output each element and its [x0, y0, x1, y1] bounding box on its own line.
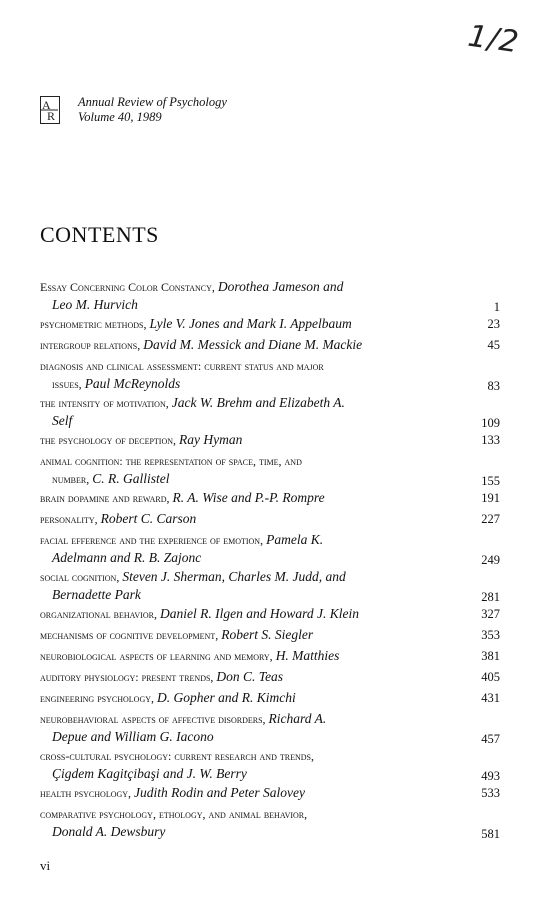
- entry-authors-continued: C. R. Gallistel: [92, 471, 170, 486]
- toc-entry: [40, 689, 500, 707]
- entry-authors: Lyle V. Jones and Mark I. Appelbaum: [149, 316, 352, 331]
- table-of-contents: [40, 278, 500, 842]
- entry-authors: R. A. Wise and P.-P. Rompre: [172, 490, 325, 505]
- entry-authors-continued: Leo M. Hurvich: [52, 297, 138, 312]
- entry-page-number: 353: [481, 628, 500, 642]
- toc-entry: [40, 336, 500, 354]
- entry-title: neurobehavioral aspects of affective disorders,: [40, 712, 269, 726]
- toc-entry: [40, 668, 500, 686]
- toc-entry: [40, 605, 500, 623]
- entry-title: psychometric methods,: [40, 317, 150, 331]
- entry-page-number: 133: [481, 433, 500, 447]
- entry-title: mechanisms of cognitive development,: [40, 628, 222, 642]
- entry-page-number: 281: [481, 590, 500, 604]
- entry-page-number: 581: [481, 827, 500, 841]
- entry-title: auditory physiology: present trends,: [40, 670, 217, 684]
- entry-authors: Jack W. Brehm and Elizabeth A.: [171, 395, 345, 410]
- entry-title: comparative psychology, ethology, and animal behavior,: [40, 807, 308, 821]
- entry-page-number: 191: [481, 491, 500, 505]
- entry-title: social cognition,: [40, 570, 123, 584]
- journal-name: Annual Review of Psychology: [78, 95, 227, 109]
- toc-entry: [40, 452, 500, 488]
- entry-authors: Ray Hyman: [179, 432, 243, 447]
- entry-authors-continued: Adelmann and R. B. Zajonc: [52, 550, 202, 565]
- entry-authors-continued: Çigdem Kagitçibaşi and J. W. Berry: [52, 766, 247, 781]
- entry-authors: Daniel R. Ilgen and Howard J. Klein: [159, 606, 359, 621]
- entry-page-number: 249: [481, 553, 500, 567]
- entry-page-number: 45: [487, 338, 500, 352]
- svg-text:R: R: [47, 109, 56, 122]
- journal-header: [78, 95, 227, 125]
- entry-title: organizational behavior,: [40, 607, 160, 621]
- entry-title: intergroup relations,: [40, 338, 144, 352]
- toc-entry: [40, 568, 500, 604]
- toc-entry: [40, 394, 500, 430]
- entry-page-number: 109: [481, 416, 500, 430]
- entry-title: engineering psychology,: [40, 691, 157, 705]
- entry-page-number: 327: [481, 607, 500, 621]
- entry-title: diagnosis and clinical assessment: current status and major: [40, 359, 324, 373]
- toc-entry: [40, 531, 500, 567]
- entry-authors-continued: Depue and William G. Iacono: [52, 729, 214, 744]
- entry-authors: Don C. Teas: [216, 669, 284, 684]
- entry-authors: Robert C. Carson: [100, 511, 197, 526]
- entry-title: the psychology of deception,: [40, 433, 180, 447]
- entry-authors: Pamela K.: [266, 532, 324, 547]
- handwritten-note: 1/2: [465, 18, 522, 61]
- toc-entry: [40, 747, 500, 783]
- toc-entry: [40, 710, 500, 746]
- entry-page-number: 83: [487, 379, 500, 393]
- entry-title: personality,: [40, 512, 101, 526]
- entry-authors: D. Gopher and R. Kimchi: [157, 690, 296, 705]
- toc-entry: [40, 510, 500, 528]
- entry-page-number: 155: [481, 474, 500, 488]
- entry-title: cross-cultural psychology: current research and trends,: [40, 749, 314, 763]
- toc-entry: [40, 626, 500, 644]
- toc-entry: [40, 489, 500, 507]
- entry-page-number: 227: [481, 512, 500, 526]
- entry-authors-continued: Bernadette Park: [52, 587, 141, 602]
- entry-title: neurobiological aspects of learning and memory,: [40, 649, 276, 663]
- entry-title: animal cognition: the representation of space, time, and: [40, 454, 302, 468]
- entry-page-number: 381: [481, 649, 500, 663]
- entry-authors: Robert S. Siegler: [221, 627, 314, 642]
- entry-authors: Judith Rodin and Peter Salovey: [134, 785, 305, 800]
- entry-authors: H. Matthies: [275, 648, 340, 663]
- toc-entry: [40, 805, 500, 841]
- toc-entry: [40, 357, 500, 393]
- entry-authors: Richard A.: [268, 711, 327, 726]
- toc-entry: [40, 431, 500, 449]
- entry-title: facial efference and the experience of emotion,: [40, 533, 267, 547]
- entry-title-continued: issues,: [52, 377, 85, 391]
- entry-title: brain dopamine and reward,: [40, 491, 173, 505]
- toc-entry: [40, 784, 500, 802]
- toc-entry: [40, 315, 500, 333]
- page-number-footer: vi: [40, 858, 51, 873]
- entry-title-continued: number,: [52, 472, 93, 486]
- entry-authors-continued: Paul McReynolds: [84, 376, 181, 391]
- svg-text:A: A: [42, 98, 51, 112]
- entry-page-number: 1: [493, 300, 500, 314]
- entry-authors: David M. Messick and Diane M. Mackie: [143, 337, 363, 352]
- entry-authors-continued: Self: [52, 413, 73, 428]
- entry-page-number: 493: [481, 769, 500, 783]
- entry-page-number: 533: [481, 786, 500, 800]
- contents-title: CONTENTS: [40, 222, 159, 247]
- entry-page-number: 431: [481, 691, 500, 705]
- entry-page-number: 405: [481, 670, 500, 684]
- toc-entry: [40, 278, 500, 314]
- journal-volume: Volume 40, 1989: [78, 110, 162, 124]
- entry-page-number: 23: [487, 317, 500, 331]
- entry-title: Essay Concerning Color Constancy,: [40, 280, 218, 294]
- entry-title: the intensity of motivation,: [40, 396, 172, 410]
- entry-page-number: 457: [481, 732, 500, 746]
- entry-authors: Dorothea Jameson and: [217, 279, 344, 294]
- entry-title: health psychology,: [40, 786, 135, 800]
- entry-authors: Steven J. Sherman, Charles M. Judd, and: [122, 569, 346, 584]
- toc-entry: [40, 647, 500, 665]
- annual-reviews-logo: [40, 96, 60, 124]
- entry-authors-continued: Donald A. Dewsbury: [52, 824, 166, 839]
